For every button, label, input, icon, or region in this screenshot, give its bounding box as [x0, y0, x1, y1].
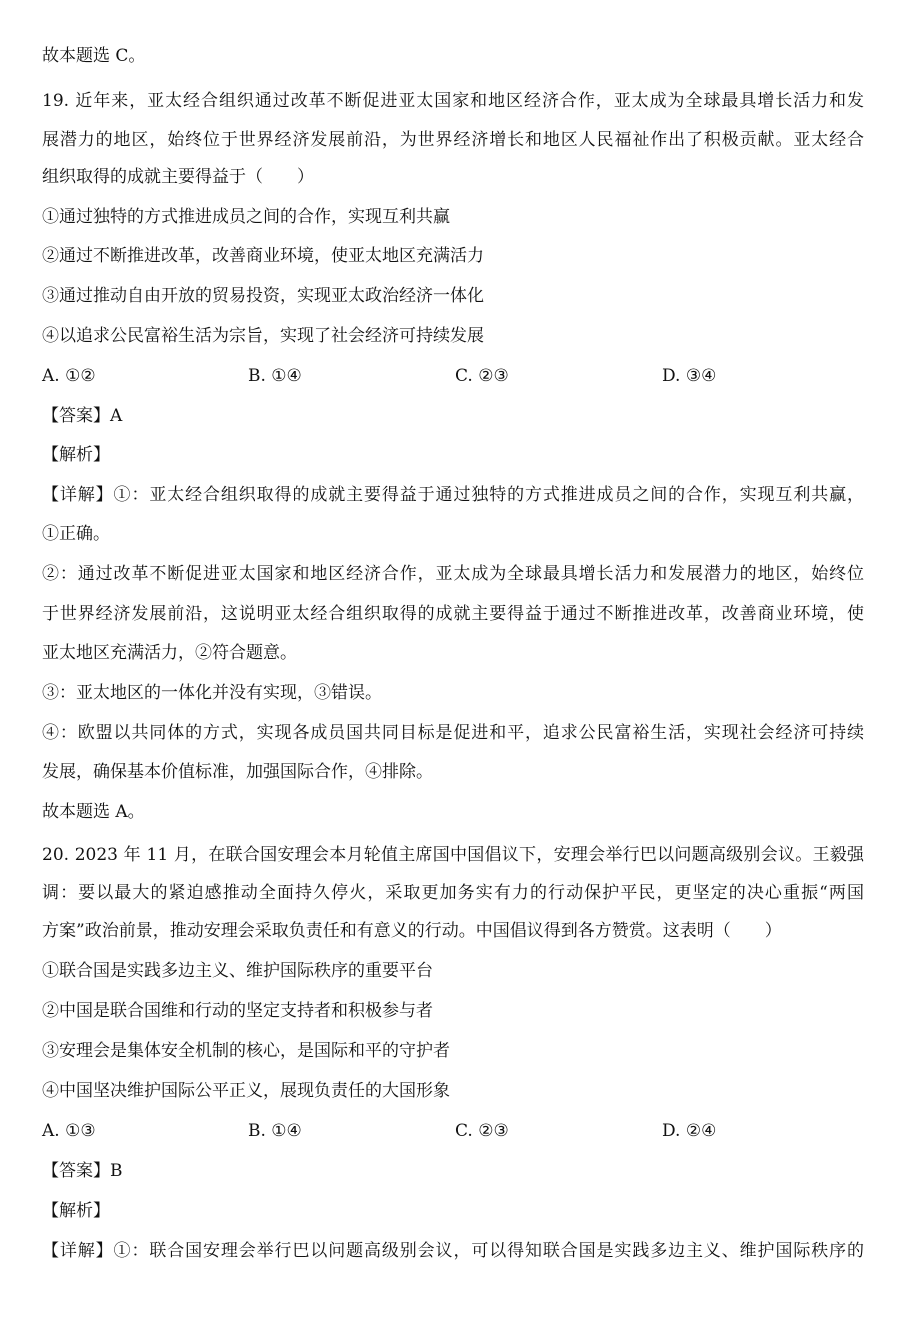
q19-statement-1: ①通过独特的方式推进成员之间的合作，实现互利共赢 [42, 207, 450, 227]
q20-answer: 【答案】B [42, 1161, 123, 1181]
q19-statement-4: ④以追求公民富裕生活为宗旨，实现了社会经济可持续发展 [42, 326, 484, 346]
q19-stem-line-1: 19. 近年来，亚太经合组织通过改革不断促进亚太国家和地区经济合作，亚太成为全球最具增长活力和发 [42, 91, 864, 111]
q20-option-a: A. ①③ [42, 1121, 96, 1141]
q19-option-b: B. ①④ [248, 366, 302, 386]
q19-stem-line-2: 展潜力的地区，始终位于世界经济发展前沿，为世界经济增长和地区人民福祉作出了积极贡献。亚太经合 [42, 130, 864, 150]
q20-analysis-label: 【解析】 [42, 1201, 110, 1221]
q20-stem-line-1: 20. 2023 年 11 月，在联合国安理会本月轮值主席国中国倡议下，安理会举行巴以问题高级别会议。王毅强 [42, 845, 864, 865]
q20-option-b: B. ①④ [248, 1121, 302, 1141]
q20-option-d: D. ②④ [662, 1121, 717, 1141]
q19-analysis-label: 【解析】 [42, 445, 110, 465]
q19-answer: 【答案】A [42, 406, 123, 426]
q20-stem-line-2: 调：要以最大的紧迫感推动全面持久停火，采取更加务实有力的行动保护平民，更坚定的决心重振“两国 [42, 883, 864, 903]
q18-conclusion: 故本题选 C。 [42, 46, 146, 66]
q19-detail-line-1: 【详解】①：亚太经合组织取得的成就主要得益于通过独特的方式推进成员之间的合作，实现互利共赢， [42, 485, 864, 505]
q19-detail-line-6: ③：亚太地区的一体化并没有实现，③错误。 [42, 683, 382, 703]
q19-detail-line-2: ①正确。 [42, 524, 110, 544]
q19-detail-line-5: 亚太地区充满活力，②符合题意。 [42, 643, 297, 663]
q20-statement-4: ④中国坚决维护国际公平正义，展现负责任的大国形象 [42, 1081, 450, 1101]
q19-detail-line-9: 故本题选 A。 [42, 802, 145, 822]
q19-detail-line-7: ④：欧盟以共同体的方式，实现各成员国共同目标是促进和平，追求公民富裕生活，实现社会经济可持续 [42, 723, 864, 743]
q19-option-a: A. ①② [42, 366, 96, 386]
q20-detail-line-1: 【详解】①：联合国安理会举行巴以问题高级别会议，可以得知联合国是实践多边主义、维护国际秩序的 [42, 1241, 864, 1261]
q20-stem-line-3: 方案”政治前景，推动安理会采取负责任和有意义的行动。中国倡议得到各方赞赏。这表明（ ） [42, 921, 782, 941]
q19-statement-2: ②通过不断推进改革，改善商业环境，使亚太地区充满活力 [42, 246, 484, 266]
q20-statement-2: ②中国是联合国维和行动的坚定支持者和积极参与者 [42, 1001, 433, 1021]
q19-detail-line-4: 于世界经济发展前沿，这说明亚太经合组织取得的成就主要得益于通过不断推进改革，改善商业环境，使 [42, 604, 864, 624]
q19-detail-line-8: 发展，确保基本价值标准，加强国际合作，④排除。 [42, 762, 433, 782]
q20-option-c: C. ②③ [455, 1121, 509, 1141]
q19-stem-line-3: 组织取得的成就主要得益于（ ） [42, 167, 314, 187]
q20-statement-3: ③安理会是集体安全机制的核心，是国际和平的守护者 [42, 1041, 450, 1061]
q19-option-d: D. ③④ [662, 366, 717, 386]
q19-statement-3: ③通过推动自由开放的贸易投资，实现亚太政治经济一体化 [42, 286, 484, 306]
q19-detail-line-3: ②：通过改革不断促进亚太国家和地区经济合作，亚太成为全球最具增长活力和发展潜力的地区，始终位 [42, 564, 864, 584]
q19-option-c: C. ②③ [455, 366, 509, 386]
q20-statement-1: ①联合国是实践多边主义、维护国际秩序的重要平台 [42, 961, 433, 981]
